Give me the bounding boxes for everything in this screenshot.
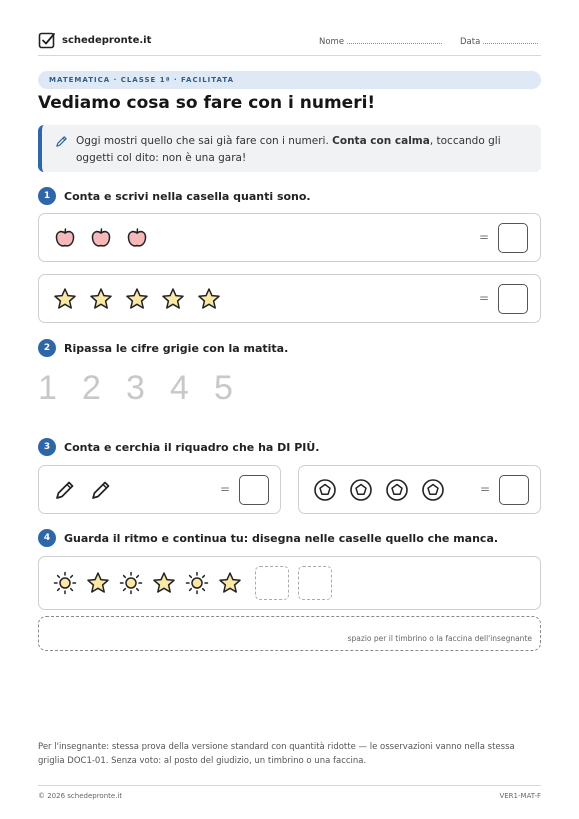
pencil-icon <box>55 135 68 148</box>
star-icon <box>152 571 176 595</box>
star-icon <box>125 287 149 311</box>
question-number: 2 <box>38 339 56 357</box>
pentagon-badge-icon <box>421 478 445 502</box>
pattern-blank-box[interactable] <box>298 566 332 600</box>
pencils-row <box>53 466 113 513</box>
page-title: Vediamo cosa so fare con i numeri! <box>38 93 376 113</box>
copyright: © 2026 schedepronte.it <box>38 792 123 800</box>
pentagon-badge-icon <box>349 478 373 502</box>
brand-name: schedepronte.it <box>62 34 152 46</box>
question-2 <box>38 339 288 357</box>
page-footer <box>38 785 541 800</box>
star-icon <box>197 287 221 311</box>
equals-sign: = <box>479 229 490 244</box>
date-field[interactable] <box>460 35 538 47</box>
stars-row <box>53 275 221 322</box>
question-text: Conta e scrivi nella casella quanti sono. <box>64 189 311 203</box>
pentagon-badge-icon <box>385 478 409 502</box>
question-text: Conta e cerchia il riquadro che ha DI PIÙ. <box>64 440 320 454</box>
name-field[interactable] <box>319 35 442 47</box>
stamp-label: spazio per il timbrino o la faccina dell'insegnante <box>347 634 532 643</box>
pattern-row <box>53 557 332 609</box>
question-3 <box>38 438 319 456</box>
question-number: 4 <box>38 529 56 547</box>
teacher-stamp-area[interactable] <box>38 616 541 651</box>
trace-digit[interactable]: 3 <box>126 369 145 407</box>
apples-row <box>53 214 149 261</box>
intro-text-b: , toccando gli oggetti col dito: non è una gara! <box>76 135 501 164</box>
star-icon <box>86 571 110 595</box>
pentagons-row <box>313 466 445 513</box>
trace-digit[interactable]: 1 <box>38 369 57 407</box>
sun-icon <box>119 571 143 595</box>
checkbox-logo-icon <box>38 31 56 49</box>
name-label: Nome <box>319 37 345 47</box>
star-icon <box>161 287 185 311</box>
pattern-box <box>38 556 541 610</box>
star-icon <box>53 287 77 311</box>
equals-sign: = <box>220 481 231 496</box>
stars-box <box>38 274 541 323</box>
teacher-note: Per l'insegnante: stessa prova della versione standard con quantità ridotte — le osservazioni vanno nella stessa griglia DOC1-01. Senza voto: al posto del giudizio, un timbrino o una faccina. <box>38 742 515 766</box>
question-1 <box>38 187 311 205</box>
question-text: Guarda il ritmo e continua tu: disegna nelle caselle quello che manca. <box>64 531 499 545</box>
star-icon <box>218 571 242 595</box>
question-4 <box>38 529 498 547</box>
star-icon <box>89 287 113 311</box>
apples-box <box>38 213 541 262</box>
intro-box <box>38 125 541 172</box>
pencils-box[interactable] <box>38 465 281 514</box>
pattern-blank-box[interactable] <box>255 566 289 600</box>
sun-icon <box>53 571 77 595</box>
trace-digit[interactable]: 2 <box>82 369 101 407</box>
answer-box-stars[interactable] <box>498 284 528 314</box>
answer-box-pencils[interactable] <box>239 475 269 505</box>
subject-pill: MATEMATICA · CLASSE 1ª · FACILITATA <box>38 71 541 89</box>
answer-box-pentagons[interactable] <box>499 475 529 505</box>
intro-text-bold: Conta con calma <box>332 135 430 147</box>
apple-icon <box>89 226 113 250</box>
pencil-icon <box>53 478 77 502</box>
pencil-icon <box>89 478 113 502</box>
brand <box>38 31 151 49</box>
apple-icon <box>53 226 77 250</box>
question-text: Ripassa le cifre grigie con la matita. <box>64 341 289 355</box>
equals-sign: = <box>479 290 490 305</box>
question-number: 3 <box>38 438 56 456</box>
equals-sign: = <box>480 481 491 496</box>
sun-icon <box>185 571 209 595</box>
document-code: VER1-MAT-F <box>499 792 541 800</box>
question-number: 1 <box>38 187 56 205</box>
answer-box-apples[interactable] <box>498 223 528 253</box>
trace-digit[interactable]: 4 <box>170 369 189 407</box>
pentagons-box[interactable] <box>298 465 541 514</box>
apple-icon <box>125 226 149 250</box>
intro-text-a: Oggi mostri quello che sai già fare con i numeri. <box>76 135 333 147</box>
trace-digit[interactable]: 5 <box>214 369 233 407</box>
trace-digits <box>38 369 236 408</box>
pentagon-badge-icon <box>313 478 337 502</box>
date-label: Data <box>460 37 481 47</box>
page-header <box>38 30 541 56</box>
